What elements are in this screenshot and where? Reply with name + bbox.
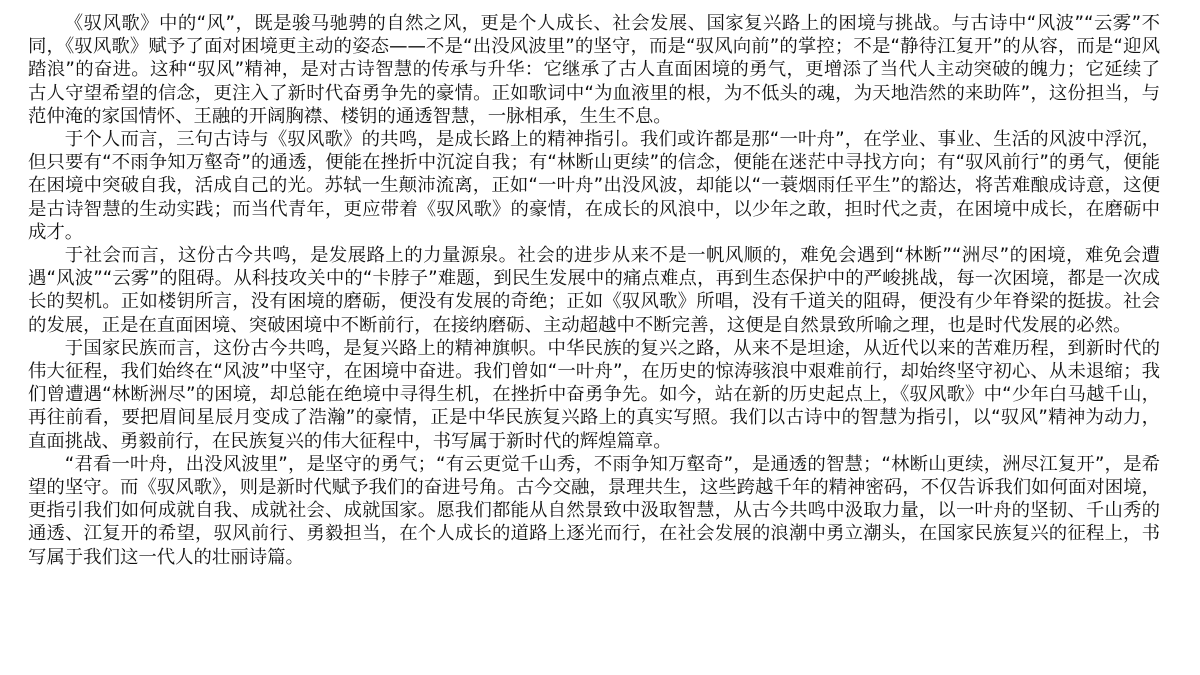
paragraph-conclusion: “君看一叶舟，出没风波里”，是坚守的勇气；“有云更觉千山秀，不雨争知万壑奇”，是通透的智慧；“林断山更续，洲尽江复开”，是希望的坚守。而《驭风歌》，则是新时代赋予我们的奋进号角。古今交融，景理共生，这些跨越千年的精神密码，不仅告诉我们如何面对困境，更指引我们如何成就自我、成就社会、成就国家。愿我们都能从自然景致中汲取智慧，从古今共鸣中汲取力量，以一叶舟的坚韧、千山秀的通透、江复开的希望，驭风前行、勇毅担当，在个人成长的道路上逐光而行，在社会发展的浪潮中勇立潮头，在国家民族复兴的征程上，书写属于我们这一代人的壮丽诗篇。 — [28, 453, 1160, 568]
paragraph-personal: 于个人而言，三句古诗与《驭风歌》的共鸣，是成长路上的精神指引。我们或许都是那“一叶舟”，在学业、事业、生活的风波中浮沉，但只要有“不雨争知万壑奇”的通透，便能在挫折中沉淀自我；有“林断山更续”的信念，便能在迷茫中寻找方向；有“驭风前行”的勇气，便能在困境中突破自我，活成自己的光。苏轼一生颠沛流离，正如“一叶舟”出没风波，却能以“一蓑烟雨任平生”的豁达，将苦难酿成诗意，这便是古诗智慧的生动实践；而当代青年，更应带着《驭风歌》的豪情，在成长的风浪中，以少年之敢，担时代之责，在困境中成长，在磨砺中成才。 — [28, 129, 1160, 243]
essay-body — [28, 12, 1160, 569]
paragraph-nation: 于国家民族而言，这份古今共鸣，是复兴路上的精神旗帜。中华民族的复兴之路，从来不是坦途，从近代以来的苦难历程，到新时代的伟大征程，我们始终在“风波”中坚守，在困境中奋进。我们曾如“一叶舟”，在历史的惊涛骇浪中艰难前行，却始终坚守初心、从未退缩；我们曾遭遇“林断洲尽”的困境，却总能在绝境中寻得生机，在挫折中奋勇争先。如今，站在新的历史起点上，《驭风歌》中“少年白马越千山，再往前看，要把眉间星辰月变成了浩瀚”的豪情，正是中华民族复兴路上的真实写照。我们以古诗中的智慧为指引，以“驭风”精神为动力，直面挑战、勇毅前行，在民族复兴的伟大征程中，书写属于新时代的辉煌篇章。 — [28, 337, 1160, 452]
paragraph-intro-wind-meaning: 《驭风歌》中的“风”，既是骏马驰骋的自然之风，更是个人成长、社会发展、国家复兴路上的困境与挑战。与古诗中“风波”“云雾”不同，《驭风歌》赋予了面对困境更主动的姿态——不是“出没风波里”的坚守，而是“驭风向前”的掌控；不是“静待江复开”的从容，而是“迎风踏浪”的奋进。这种“驭风”精神，是对古诗智慧的传承与升华：它继承了古人直面困境的勇气，更增添了当代人主动突破的魄力；它延续了古人守望希望的信念，更注入了新时代奋勇争先的豪情。正如歌词中“为血液里的根，为不低头的魂，为天地浩然的来助阵”，这份担当，与范仲淹的家国情怀、王融的开阔胸襟、楼钥的通透智慧，一脉相承，生生不息。 — [28, 13, 1160, 127]
paragraph-society: 于社会而言，这份古今共鸣，是发展路上的力量源泉。社会的进步从来不是一帆风顺的，难免会遇到“林断”“洲尽”的困境，难免会遭遇“风波”“云雾”的阻碍。从科技攻关中的“卡脖子”难题，到民生发展中的痛点难点，再到生态保护中的严峻挑战，每一次困境，都是一次成长的契机。正如楼钥所言，没有困境的磨砺，便没有发展的奇绝；正如《驭风歌》所唱，没有千道关的阻碍，便没有少年脊梁的挺拔。社会的发展，正是在直面困境、突破困境中不断前行，在接纳磨砺、主动超越中不断完善，这便是自然景致所喻之理，也是时代发展的必然。 — [28, 245, 1160, 336]
